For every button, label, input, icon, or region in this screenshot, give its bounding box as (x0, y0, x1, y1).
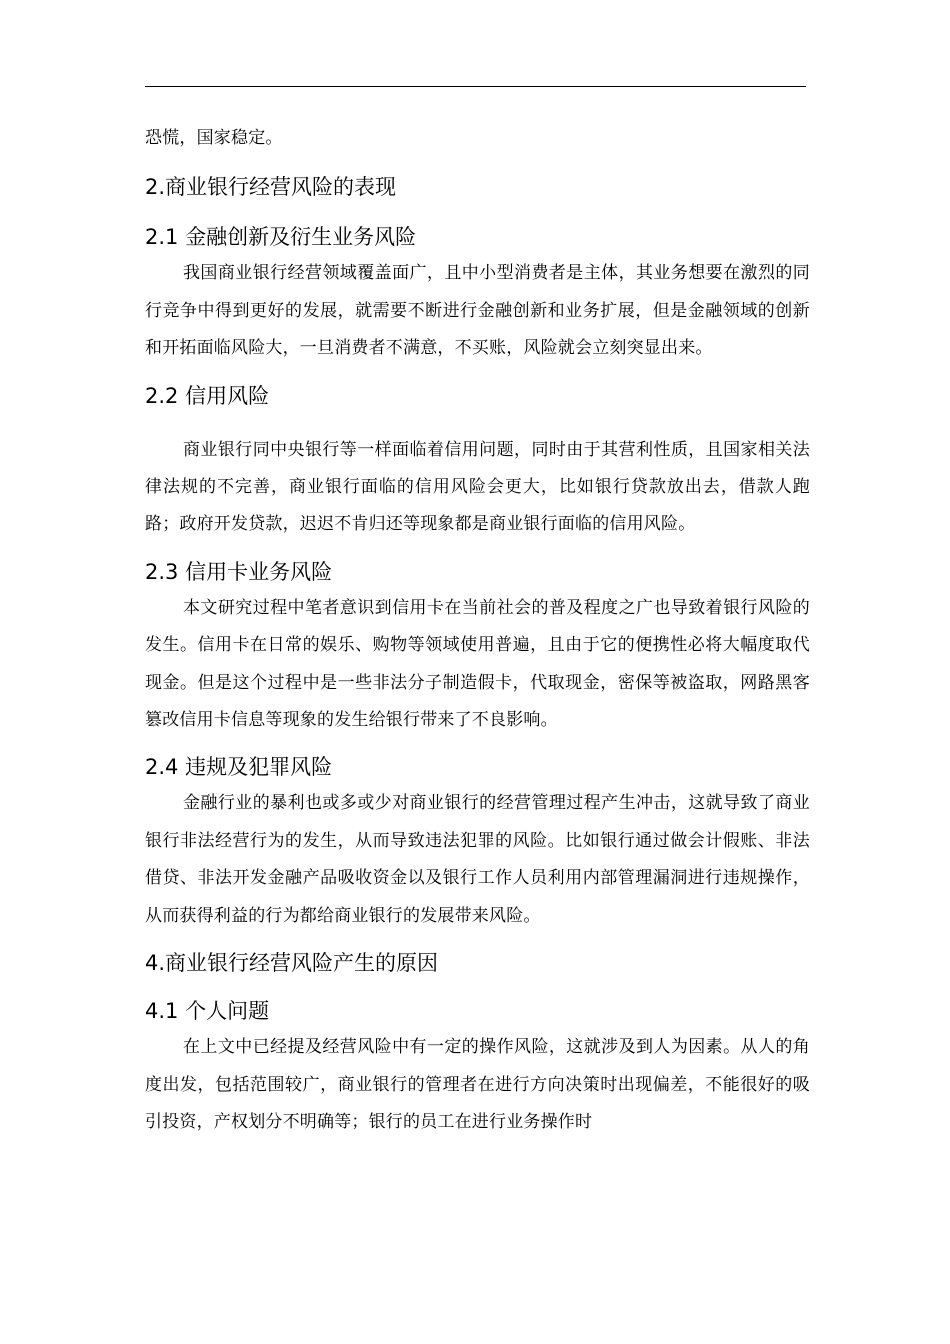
header-rule (145, 86, 806, 87)
paragraph-section-2-2: 商业银行同中央银行等一样面临着信用问题，同时由于其营利性质，且国家相关法律法规的不完善，商业银行面临的信用风险会更大，比如银行贷款放出去，借款人跑路；政府开发贷款，迟迟不肯归还等现象都是商业银行面临的信用风险。 (145, 439, 810, 535)
heading-section-4-1: 4.1 个人问题 (145, 999, 270, 1024)
heading-section-4: 4.商业银行经营风险产生的原因 (145, 951, 439, 976)
heading-section-2-3: 2.3 信用卡业务风险 (145, 559, 333, 584)
paragraph-section-2-3: 本文研究过程中笔者意识到信用卡在当前社会的普及程度之广也导致着银行风险的发生。信用卡在日常的娱乐、购物等领域使用普遍，且由于它的便携性必将大幅度取代现金。但是这个过程中是一些非法分子制造假卡，代取现金，密保等被盗取，网路黑客篡改信用卡信息等现象的发生给银行带来了不良影响。 (145, 597, 810, 731)
heading-section-2: 2.商业银行经营风险的表现 (145, 175, 397, 200)
lead-paragraph: 恐慌，国家稳定。 (145, 128, 283, 148)
document-body (145, 120, 810, 1141)
heading-section-2-4: 2.4 违规及犯罪风险 (145, 755, 333, 780)
heading-section-2-1: 2.1 金融创新及衍生业务风险 (145, 225, 417, 250)
paragraph-section-4-1: 在上文中已经提及经营风险中有一定的操作风险，这就涉及到人为因素。从人的角度出发，包括范围较广，商业银行的管理者在进行方向决策时出现偏差，不能很好的吸引投资，产权划分不明确等；银行的员工在进行业务操作时 (145, 1037, 810, 1132)
heading-section-2-2: 2.2 信用风险 (145, 383, 270, 408)
paragraph-section-2-1: 我国商业银行经营领域覆盖面广，且中小型消费者是主体，其业务想要在激烈的同行竞争中得到更好的发展，就需要不断进行金融创新和业务扩展，但是金融领域的创新和开拓面临风险大，一旦消费者不满意，不买账，风险就会立刻突显出来。 (145, 263, 810, 359)
paragraph-section-2-4: 金融行业的暴利也或多或少对商业银行的经营管理过程产生冲击，这就导致了商业银行非法经营行为的发生，从而导致违法犯罪的风险。比如银行通过做会计假账、非法借贷、非法开发金融产品吸收资金以及银行工作人员利用内部管理漏洞进行违规操作，从而获得利益的行为都给商业银行的发展带来风险。 (145, 793, 810, 926)
